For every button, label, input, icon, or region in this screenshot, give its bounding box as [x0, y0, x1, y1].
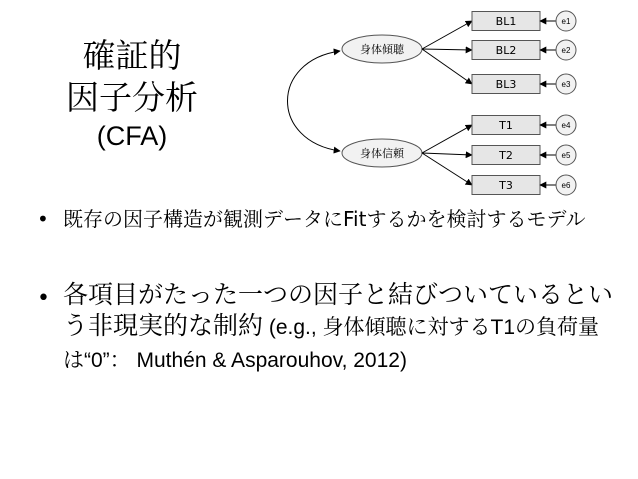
indicator-label: BL1	[495, 15, 517, 28]
bullet-1-text: 既存の因子構造が観測データにFitするかを検討するモデル	[63, 207, 586, 231]
title-abbreviation: (CFA)	[96, 121, 168, 151]
factor-label: 身体信頼	[360, 147, 404, 160]
factor-label: 身体傾聴	[360, 43, 404, 56]
error-label: e5	[561, 151, 571, 160]
loading-arrow	[422, 49, 472, 50]
error-label: e6	[561, 181, 571, 190]
covariance-arrow	[288, 51, 341, 151]
error-label: e4	[561, 121, 571, 130]
loading-arrow	[422, 49, 472, 84]
loading-arrow	[422, 153, 472, 155]
bullet-2-reference: (e.g., 身体傾聴に対するT1の負荷量は“0”： Muthén & Asparouhov, 2012)	[63, 316, 600, 372]
bullet-list	[30, 206, 625, 376]
indicator-label: BL2	[495, 44, 517, 57]
error-label: e1	[561, 17, 571, 26]
loading-arrow	[422, 21, 472, 49]
indicator-label: T1	[499, 119, 513, 132]
error-label: e3	[561, 80, 571, 89]
bullet-dot: •	[37, 207, 49, 231]
indicator-label: BL3	[495, 78, 517, 91]
bullet-item-2	[30, 279, 625, 376]
loading-arrow	[422, 153, 472, 185]
loading-arrow	[422, 125, 472, 153]
bullet-dot: •	[37, 286, 50, 311]
indicator-label: T2	[499, 149, 513, 162]
indicator-label: T3	[499, 179, 513, 192]
bullet-2-text-jp: 各項目がたった一つの因子と結びついているという非現実的な制約	[63, 280, 614, 340]
title-line-2: 因子分析	[66, 78, 198, 117]
title-line-1: 確証的	[82, 36, 182, 75]
error-label: e2	[561, 46, 571, 55]
bullet-item-1	[30, 206, 625, 233]
